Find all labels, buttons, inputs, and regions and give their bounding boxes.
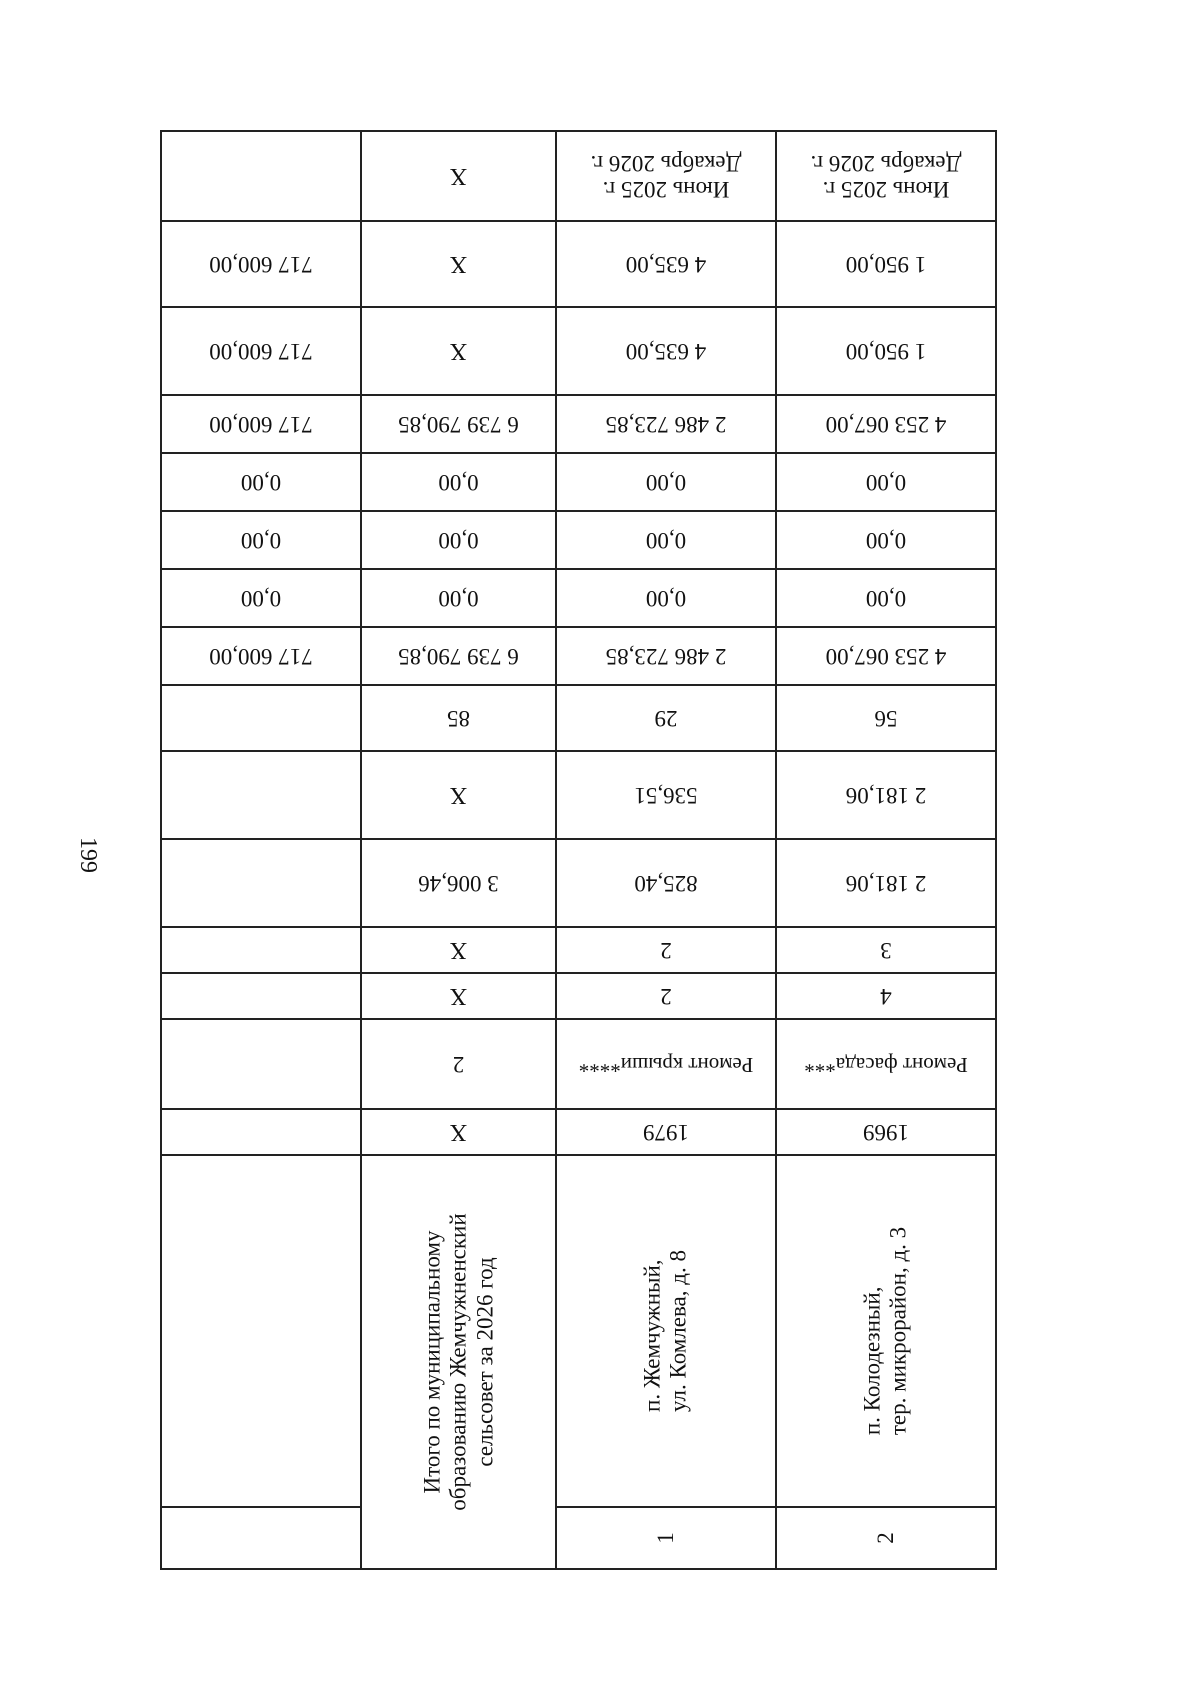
subtotal-cell <box>161 1155 361 1507</box>
row2-cell: 4 <box>776 973 996 1019</box>
date-start: Июнь 2025 г. <box>822 176 950 202</box>
subtotal-cell <box>161 839 361 927</box>
work-type-cell: Ремонт фасада*** <box>776 1019 996 1109</box>
total-label: Итого по муниципальному образованию Жемчужненский сельсовет за 2026 год <box>418 1213 497 1511</box>
row-number-cell <box>556 1507 776 1569</box>
row1-cell: 2 486 723,85 <box>556 627 776 685</box>
row2-cell: 1 950,00 <box>776 221 996 307</box>
date-end: Декабрь 2026 г. <box>590 151 742 176</box>
row1-cell: 4 635,00 <box>556 221 776 307</box>
table-row <box>161 511 996 569</box>
subtotal-cell <box>161 131 361 221</box>
subtotal-cell: 717 600,00 <box>161 307 361 395</box>
row1-cell: 2 <box>556 973 776 1019</box>
work-type-cell: Ремонт крыши**** <box>556 1019 776 1109</box>
table-row <box>161 1155 996 1507</box>
row1-cell: 825,40 <box>556 839 776 927</box>
row1-cell: 0,00 <box>556 453 776 511</box>
row1-cell: 2 <box>556 927 776 973</box>
subtotal-cell: 0,00 <box>161 569 361 627</box>
subtotal-cell: 717 600,00 <box>161 395 361 453</box>
total-cell: 0,00 <box>361 569 556 627</box>
address-cell <box>776 1155 996 1507</box>
subtotal-cell <box>161 751 361 839</box>
row-number-cell <box>776 1507 996 1569</box>
row2-cell: 3 <box>776 927 996 973</box>
row2-cell: 4 253 067,00 <box>776 627 996 685</box>
page-number-text: 199 <box>75 837 102 873</box>
subtotal-cell <box>161 1507 361 1569</box>
table-row <box>161 973 996 1019</box>
table-row <box>161 927 996 973</box>
total-cell: X <box>361 307 556 395</box>
row2-cell: 1 950,00 <box>776 307 996 395</box>
row2-cell: 56 <box>776 685 996 751</box>
total-cell: 85 <box>361 685 556 751</box>
total-cell: X <box>361 221 556 307</box>
table-row <box>161 839 996 927</box>
total-cell: X <box>361 973 556 1019</box>
total-cell: X <box>361 1109 556 1155</box>
row-number: 1 <box>652 1532 678 1544</box>
page-number <box>68 835 108 875</box>
table-row <box>161 1507 996 1569</box>
row1-cell: 536,51 <box>556 751 776 839</box>
total-cell: 0,00 <box>361 453 556 511</box>
subtotal-cell: 717 600,00 <box>161 627 361 685</box>
row1-cell <box>556 131 776 221</box>
address-text: п. Жемчужный, ул. Комлева, д. 8 <box>639 1250 691 1412</box>
total-cell: X <box>361 751 556 839</box>
row2-cell: 2 181,06 <box>776 839 996 927</box>
address-text: п. Колодезный, тер. микрорайон, д. 3 <box>859 1226 911 1436</box>
table-row <box>161 685 996 751</box>
table-row <box>161 453 996 511</box>
table-row <box>161 751 996 839</box>
table-row <box>161 627 996 685</box>
row1-cell: 29 <box>556 685 776 751</box>
row2-cell: 0,00 <box>776 453 996 511</box>
total-label-cell <box>361 1155 556 1569</box>
repair-schedule-table <box>160 130 997 1570</box>
table-row <box>161 395 996 453</box>
subtotal-cell <box>161 1109 361 1155</box>
total-cell: 6 739 790,85 <box>361 395 556 453</box>
table-row <box>161 1109 996 1155</box>
total-cell: X <box>361 927 556 973</box>
subtotal-cell: 0,00 <box>161 511 361 569</box>
total-cell: 3 006,46 <box>361 839 556 927</box>
subtotal-cell: 717 600,00 <box>161 221 361 307</box>
subtotal-cell <box>161 927 361 973</box>
row1-cell: 2 486 723,85 <box>556 395 776 453</box>
subtotal-cell: 0,00 <box>161 453 361 511</box>
table-row <box>161 221 996 307</box>
date-end: Декабрь 2026 г. <box>810 151 962 176</box>
row1-cell: 0,00 <box>556 569 776 627</box>
row1-cell: 4 635,00 <box>556 307 776 395</box>
row-number: 2 <box>872 1532 898 1544</box>
table-row <box>161 307 996 395</box>
year-cell: 1979 <box>556 1109 776 1155</box>
row2-cell: 4 253 067,00 <box>776 395 996 453</box>
subtotal-cell <box>161 973 361 1019</box>
subtotal-cell <box>161 1019 361 1109</box>
table-row <box>161 1019 996 1109</box>
address-cell <box>556 1155 776 1507</box>
subtotal-cell <box>161 685 361 751</box>
table-row <box>161 131 996 221</box>
row1-cell: 0,00 <box>556 511 776 569</box>
year-cell: 1969 <box>776 1109 996 1155</box>
total-cell: 6 739 790,85 <box>361 627 556 685</box>
row2-cell <box>776 131 996 221</box>
date-start: Июнь 2025 г. <box>602 176 730 202</box>
table-row <box>161 569 996 627</box>
total-cell: X <box>361 131 556 221</box>
row2-cell: 2 181,06 <box>776 751 996 839</box>
total-cell: 2 <box>361 1019 556 1109</box>
total-cell: 0,00 <box>361 511 556 569</box>
row2-cell: 0,00 <box>776 511 996 569</box>
row2-cell: 0,00 <box>776 569 996 627</box>
